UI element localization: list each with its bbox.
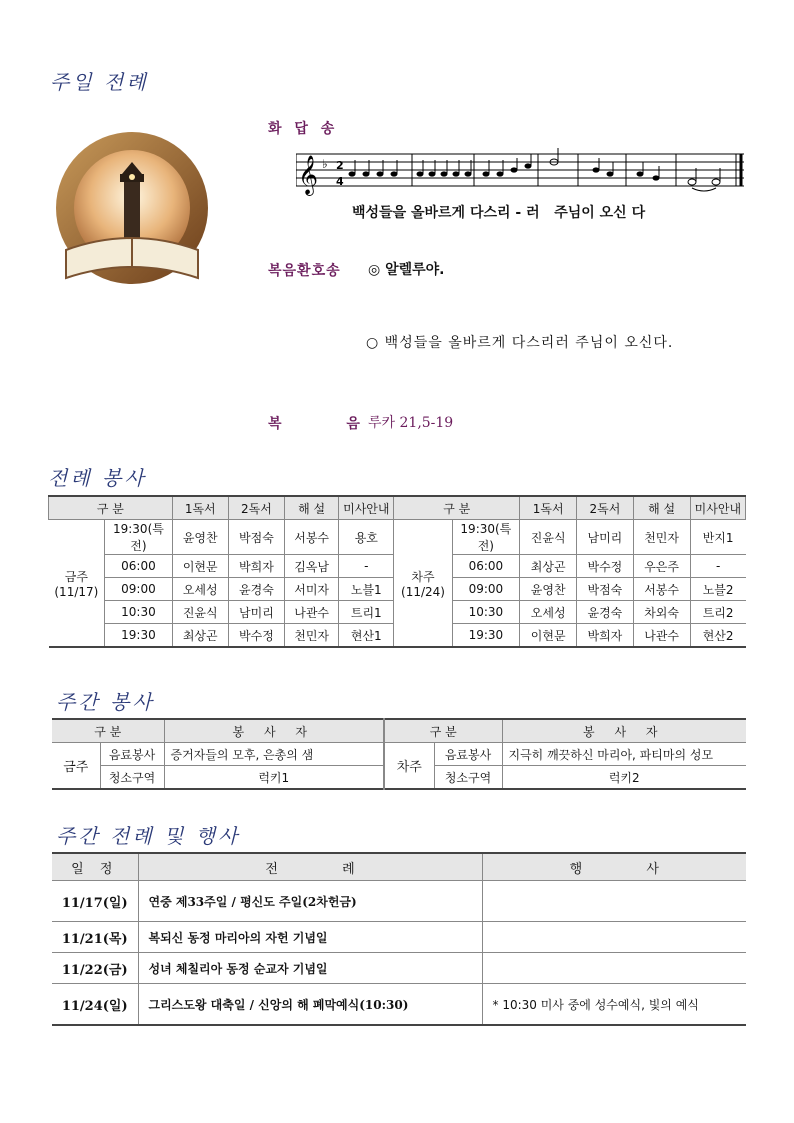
cell-guide: 노블2 [690,578,745,601]
cell-type: 청소구역 [100,766,164,790]
cell-date: 11/17(일) [52,881,138,922]
header-reading2-left: 2독서 [228,496,284,520]
header-category-right: 구 분 [384,719,502,743]
cell-commentary: 나관수 [633,624,690,648]
header-volunteer-right: 봉 사 자 [502,719,746,743]
header-volunteer-left: 봉 사 자 [164,719,384,743]
cell-type: 음료봉사 [100,743,164,766]
ministry-table [48,495,746,648]
cell-commentary: 서봉수 [285,520,339,555]
header-reading1-left: 1독서 [172,496,228,520]
header-liturgy: 전 례 [138,853,482,881]
cell-reading1: 오세성 [520,601,577,624]
cell-guide: - [339,555,394,578]
header-category-left: 구 분 [49,496,173,520]
cell-liturgy: 성녀 체칠리아 동정 순교자 기념일 [138,953,482,984]
cell-time: 19:30(특전) [105,520,172,555]
cell-reading1: 진윤식 [172,601,228,624]
table-row [52,881,746,922]
cell-reading1: 이현문 [172,555,228,578]
group-this-week: 금주 [52,743,100,790]
cell-volunteer: 럭키2 [502,766,746,790]
cell-time: 09:00 [105,578,172,601]
cell-volunteer: 지극히 깨끗하신 마리아, 파티마의 성모 [502,743,746,766]
cell-reading1: 윤영찬 [520,578,577,601]
cell-time: 06:00 [105,555,172,578]
header-category-right: 구 분 [394,496,520,520]
gospel-label: 복 음 [268,416,390,432]
ministry-header-row [49,496,746,520]
cell-reading2: 남미리 [228,601,284,624]
cell-reading2: 박수정 [577,555,633,578]
header-commentary-left: 해 설 [285,496,339,520]
service-table [52,718,746,790]
cell-guide: 반지1 [690,520,745,555]
svg-text:𝄞: 𝄞 [298,155,319,195]
cell-liturgy: 복되신 동정 마리아의 자헌 기념일 [138,922,482,953]
header-reading1-right: 1독서 [520,496,577,520]
group-date: (11/24) [401,584,445,599]
cell-reading2: 박점숙 [228,520,284,555]
group-name: 차주 [411,569,435,584]
svg-text:4: 4 [336,175,344,188]
table-row [52,953,746,984]
cell-reading2: 윤경숙 [228,578,284,601]
table-row [49,520,746,555]
gospel-reference: 루카 21,5-19 [368,415,454,431]
header-guide-left: 미사안내 [339,496,394,520]
table-row [52,743,746,766]
cell-type: 청소구역 [434,766,502,790]
cell-event [482,922,746,953]
cell-guide: 현산1 [339,624,394,648]
cell-commentary: 차외숙 [633,601,690,624]
cell-guide: 트리1 [339,601,394,624]
cell-time: 19:30 [105,624,172,648]
cell-guide: 트리2 [690,601,745,624]
header-commentary-right: 해 설 [633,496,690,520]
cell-volunteer: 럭키1 [164,766,384,790]
table-row [52,922,746,953]
cell-reading2: 박희자 [228,555,284,578]
acclamation-verse: ○ 백성들을 올바르게 다스리러 주님이 오신다. [366,335,674,351]
group-next-week [394,520,452,648]
cell-date: 11/24(일) [52,984,138,1026]
cell-commentary: 천민자 [633,520,690,555]
psalm-label: 화 답 송 [268,121,339,137]
events-header-row [52,853,746,881]
events-table [52,852,746,1026]
cell-commentary: 서봉수 [633,578,690,601]
psalm-lyrics: 백성들을 올바르게 다스리 - 러 주님이 오신 다 [352,205,646,221]
header-events: 행 사 [482,853,746,881]
section-title-weekly-events: 주간 전례 및 행사 [56,824,241,848]
cell-reading2: 박희자 [577,624,633,648]
cell-date: 11/22(금) [52,953,138,984]
cell-reading2: 윤경숙 [577,601,633,624]
cell-time: 19:30 [452,624,519,648]
cell-reading1: 최상곤 [520,555,577,578]
section-title-weekly-service: 주간 봉사 [56,690,155,714]
cell-event: * 10:30 미사 중에 성수예식, 빛의 예식 [482,984,746,1026]
header-date: 일 정 [52,853,138,881]
cell-event [482,953,746,984]
cell-type: 음료봉사 [434,743,502,766]
cell-commentary: 김옥남 [285,555,339,578]
svg-text:♭: ♭ [322,157,328,171]
cell-reading1: 최상곤 [172,624,228,648]
cell-commentary: 우은주 [633,555,690,578]
service-header-row [52,719,746,743]
cell-commentary: 천민자 [285,624,339,648]
group-this-week [49,520,105,648]
cell-guide: 현산2 [690,624,745,648]
cell-date: 11/21(목) [52,922,138,953]
cell-reading2: 박점숙 [577,578,633,601]
group-name: 금주 [64,569,88,584]
cell-event [482,881,746,922]
cell-reading1: 오세성 [172,578,228,601]
table-row [52,984,746,1026]
parish-logo [52,130,212,295]
acclamation-label: 복음환호송 [268,263,341,279]
cell-commentary: 서미자 [285,578,339,601]
psalm-music-staff [296,142,748,202]
group-date: (11/17) [54,584,99,599]
cell-time: 09:00 [452,578,519,601]
cell-time: 10:30 [452,601,519,624]
acclamation-alleluia: ◎ 알렐루야. [368,262,445,278]
group-next-week: 차주 [384,743,434,790]
header-guide-right: 미사안내 [690,496,745,520]
header-reading2-right: 2독서 [577,496,633,520]
cell-reading2: 남미리 [577,520,633,555]
cell-time: 19:30(특전) [452,520,519,555]
header-category-left: 구 분 [52,719,164,743]
cell-guide: 용호 [339,520,394,555]
section-title-ministry: 전례 봉사 [48,466,147,490]
cell-guide: - [690,555,745,578]
cell-time: 10:30 [105,601,172,624]
cell-time: 06:00 [452,555,519,578]
cell-reading1: 윤영찬 [172,520,228,555]
cell-guide: 노블1 [339,578,394,601]
cell-reading1: 이현문 [520,624,577,648]
section-title-liturgy: 주일 전례 [50,70,149,94]
cell-liturgy: 그리스도왕 대축일 / 신앙의 해 폐막예식(10:30) [138,984,482,1026]
svg-text:2: 2 [336,159,344,172]
cell-reading1: 진윤식 [520,520,577,555]
cell-reading2: 박수정 [228,624,284,648]
cell-commentary: 나관수 [285,601,339,624]
cell-volunteer: 증거자들의 모후, 은총의 샘 [164,743,384,766]
cell-liturgy: 연중 제33주일 / 평신도 주일(2차헌금) [138,881,482,922]
